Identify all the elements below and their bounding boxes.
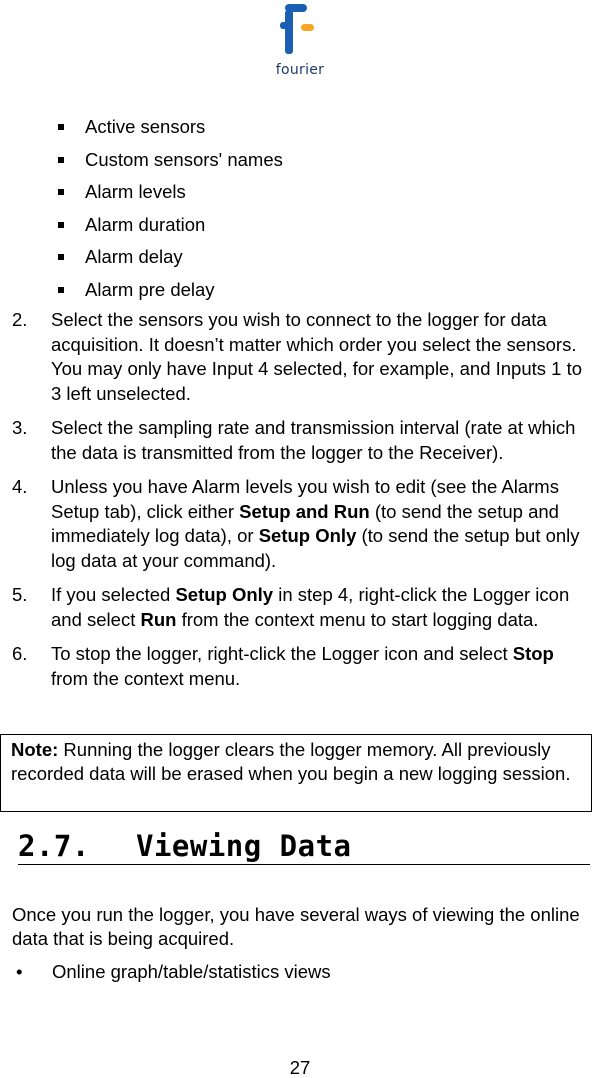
fourier-logo-mark (270, 0, 330, 62)
intro-paragraph: Once you run the logger, you have several ways of viewing the online data that is being acquired. (12, 904, 580, 949)
section-number: 2.7. (18, 829, 90, 863)
step-3: 3. Select the sampling rate and transmission interval (rate at which the data is transmitted from the logger to the Receiver). (12, 417, 576, 463)
round-bullet-icon: • (16, 961, 23, 982)
step-2: 2. Select the sensors you wish to connect to the logger for data acquisition. It doesn’t matter which order you select the sensors. You may only have Input 4 selected, for example, and Inputs 1 to 3 left unselected. (12, 309, 583, 404)
list-item: Alarm duration (58, 212, 283, 245)
square-bullet-icon (58, 222, 64, 228)
section-heading (18, 828, 590, 865)
list-item: Alarm delay (58, 244, 283, 277)
list-item: Custom sensors' names (58, 147, 283, 180)
numbered-steps (12, 308, 592, 701)
list-item: • Online graph/table/statistics views (16, 961, 331, 982)
step-6: 6. To stop the logger, right-click the Logger icon and select Stop from the context menu. (12, 643, 554, 689)
note-label: Note: (11, 739, 59, 760)
step-4: 4. Unless you have Alarm levels you wish to edit (see the Alarms Setup tab), click either Setup and Run (to send the setup and immediately log data), or Setup Only (to send the setup but only log data at your command). (12, 476, 580, 571)
square-bullet-icon (58, 157, 64, 163)
brand-name: fourier (275, 62, 325, 78)
feature-bullet-list (58, 114, 283, 309)
square-bullet-icon (58, 189, 64, 195)
list-item: Active sensors (58, 114, 283, 147)
section-title: Viewing Data (136, 829, 352, 863)
note-text: Running the logger clears the logger memory. All previously recorded data will be erased when you begin a new logging session. (11, 739, 571, 784)
page-number: 27 (289, 1057, 311, 1078)
square-bullet-icon (58, 254, 64, 260)
square-bullet-icon (58, 124, 64, 130)
square-bullet-icon (58, 287, 64, 293)
list-item: Alarm levels (58, 179, 283, 212)
step-5: 5. If you selected Setup Only in step 4, right-click the Logger icon and select Run from the context menu to start logging data. (12, 584, 570, 630)
note-box (0, 734, 592, 812)
list-item: Alarm pre delay (58, 277, 283, 310)
